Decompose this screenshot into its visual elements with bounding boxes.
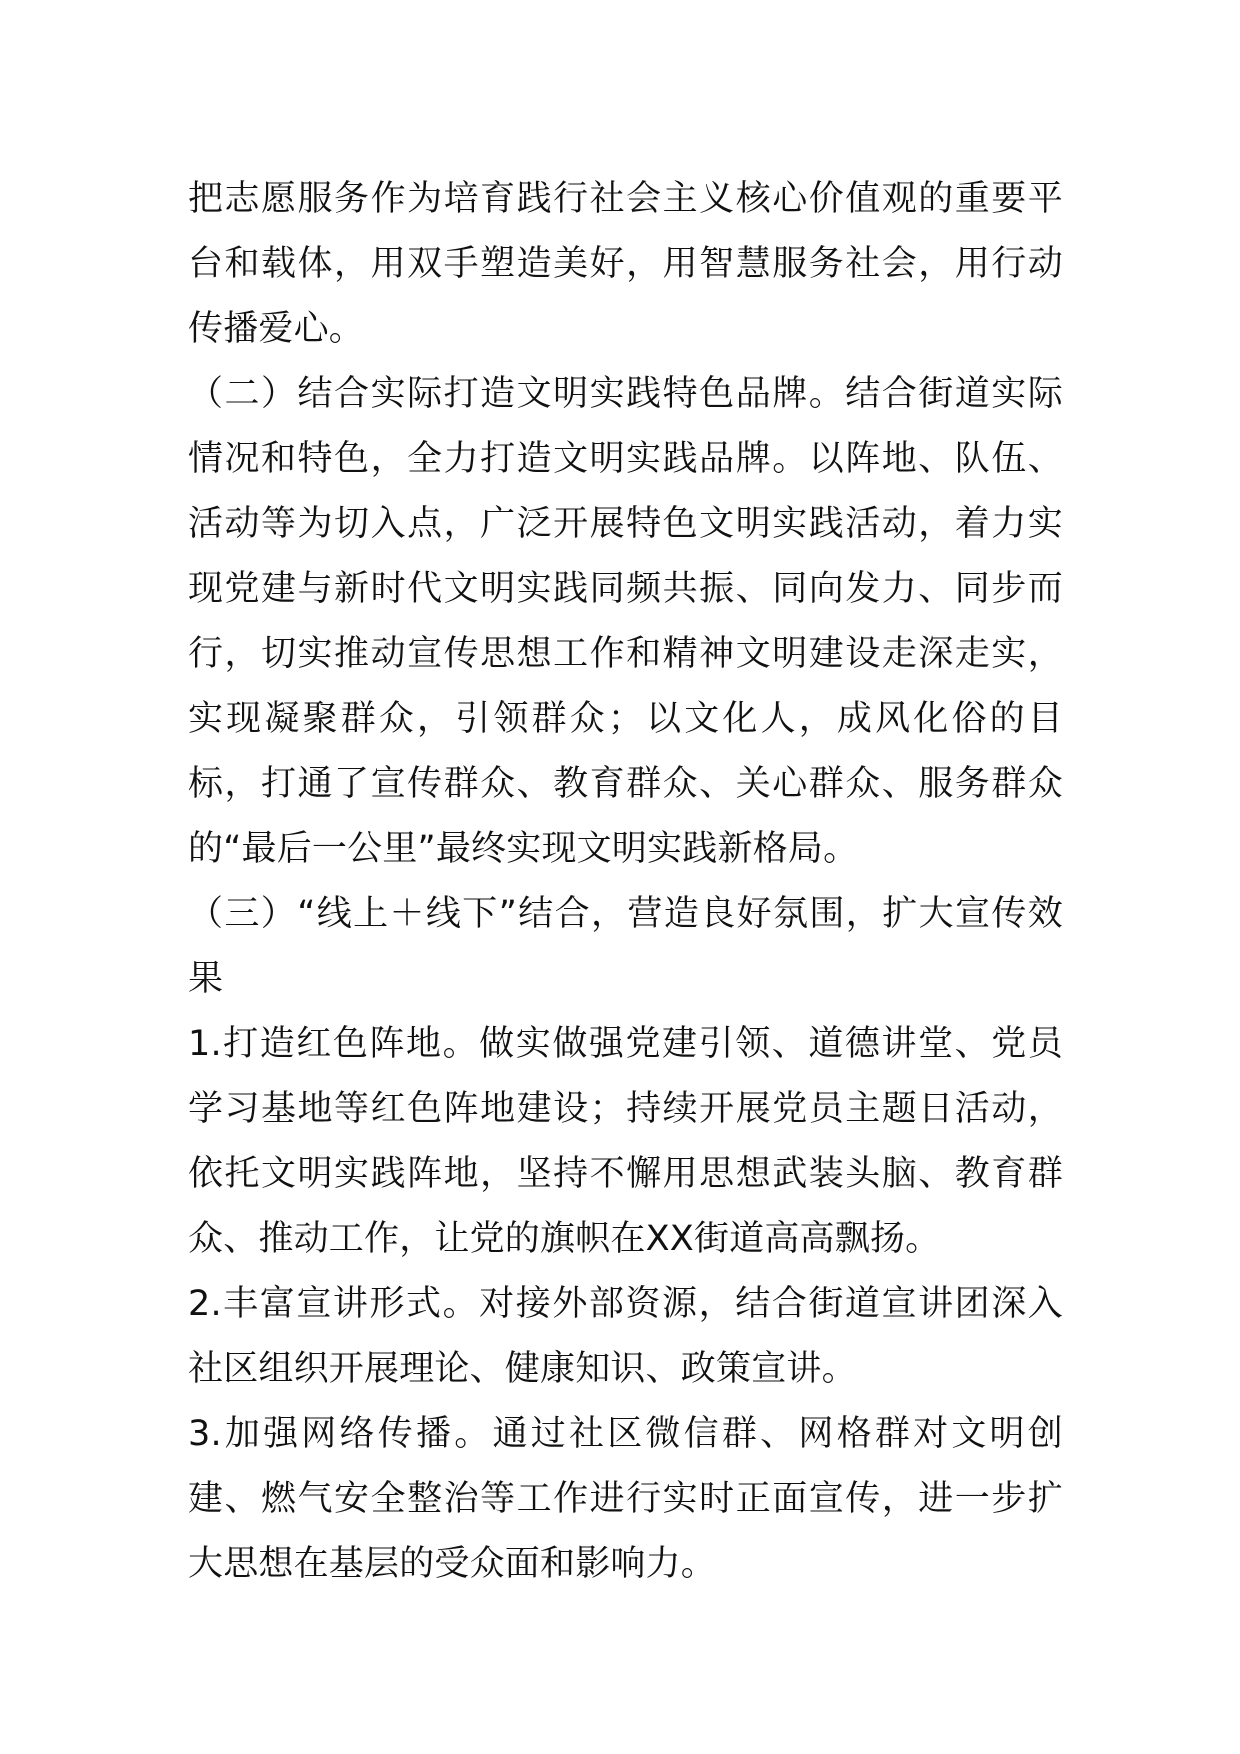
- document-body: [188, 167, 1063, 1597]
- paragraph-item-2: 2.丰富宣讲形式。对接外部资源，结合街道宣讲团深入社区组织开展理论、健康知识、政策宣讲。: [188, 1284, 1063, 1389]
- paragraph-section-two: （二）结合实际打造文明实践特色品牌。结合街道实际情况和特色，全力打造文明实践品牌。以阵地、队伍、活动等为切入点，广泛开展特色文明实践活动，着力实现党建与新时代文明实践同频共振、同向发力、同步而行，切实推动宣传思想工作和精神文明建设走深走实，实现凝聚群众，引领群众；以文化人，成风化俗的目标，打通了宣传群众、教育群众、关心群众、服务群众的“最后一公里”最终实现文明实践新格局。: [188, 374, 1063, 869]
- paragraph-volunteer-service: 把志愿服务作为培育践行社会主义核心价值观的重要平台和载体，用双手塑造美好，用智慧服务社会，用行动传播爱心。: [188, 179, 1063, 349]
- paragraph-section-three-heading: （三）“线上＋线下”结合，营造良好氛围，扩大宣传效果: [188, 894, 1063, 999]
- paragraph-item-3: 3.加强网络传播。通过社区微信群、网格群对文明创建、燃气安全整治等工作进行实时正面宣传，进一步扩大思想在基层的受众面和影响力。: [188, 1414, 1063, 1584]
- paragraph-item-1: 1.打造红色阵地。做实做强党建引领、道德讲堂、党员学习基地等红色阵地建设；持续开展党员主题日活动，依托文明实践阵地，坚持不懈用思想武装头脑、教育群众、推动工作，让党的旗帜在XX街道高高飘扬。: [188, 1024, 1063, 1259]
